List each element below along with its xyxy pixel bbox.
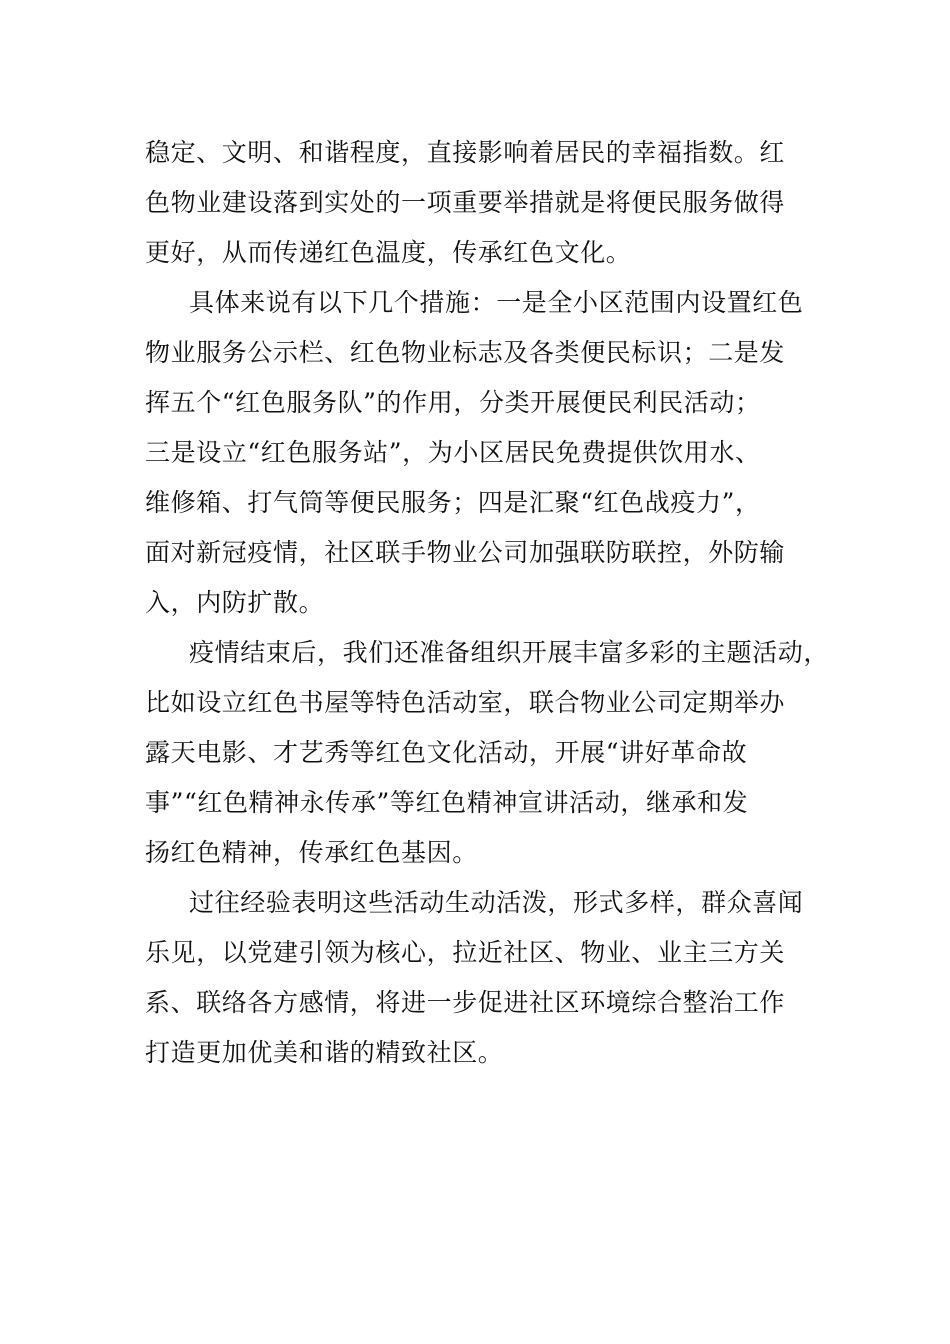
text-line: 面对新冠疫情，社区联手物业公司加强联防联控，外防输 (145, 538, 786, 567)
text-line: 疫情结束后，我们还准备组织开展丰富多彩的主题活动， (189, 638, 830, 667)
paragraph-1 (145, 128, 810, 278)
text-line: 扬红色精神，传承红色基因。 (145, 838, 478, 867)
text-line: 物业服务公示栏、红色物业标志及各类便民标识；二是发 (145, 338, 786, 367)
text-line: 稳定、文明、和谐程度，直接影响着居民的幸福指数。红 (145, 138, 786, 167)
text-line: 三是设立“红色服务站”，为小区居民免费提供饮用水、 (145, 438, 761, 467)
text-line: 乐见，以党建引领为核心，拉近社区、物业、业主三方关 (145, 938, 786, 967)
text-line: 色物业建设落到实处的一项重要举措就是将便民服务做得 (145, 188, 786, 217)
text-line: 具体来说有以下几个措施：一是全小区范围内设置红色 (189, 288, 804, 317)
paragraph-2 (145, 278, 810, 628)
paragraph-4 (145, 878, 810, 1078)
text-line: 挥五个“红色服务队”的作用，分类开展便民利民活动； (145, 388, 761, 417)
text-line: 打造更加优美和谐的精致社区。 (145, 1038, 504, 1067)
text-line: 露天电影、才艺秀等红色文化活动，开展“讲好革命故 (145, 738, 748, 767)
text-line: 事”“红色精神永传承”等红色精神宣讲活动，继承和发 (145, 788, 749, 817)
text-line: 比如设立红色书屋等特色活动室，联合物业公司定期举办 (145, 688, 786, 717)
text-line: 过往经验表明这些活动生动活泼，形式多样，群众喜闻 (189, 888, 804, 917)
text-line: 更好，从而传递红色温度，传承红色文化。 (145, 238, 632, 267)
text-line: 入，内防扩散。 (145, 588, 325, 617)
paragraph-3 (145, 628, 830, 878)
document-body (145, 128, 830, 1078)
text-line: 维修箱、打气筒等便民服务；四是汇聚“红色战疫力”， (145, 488, 761, 517)
text-line: 系、联络各方感情，将进一步促进社区环境综合整治工作 (145, 988, 786, 1017)
